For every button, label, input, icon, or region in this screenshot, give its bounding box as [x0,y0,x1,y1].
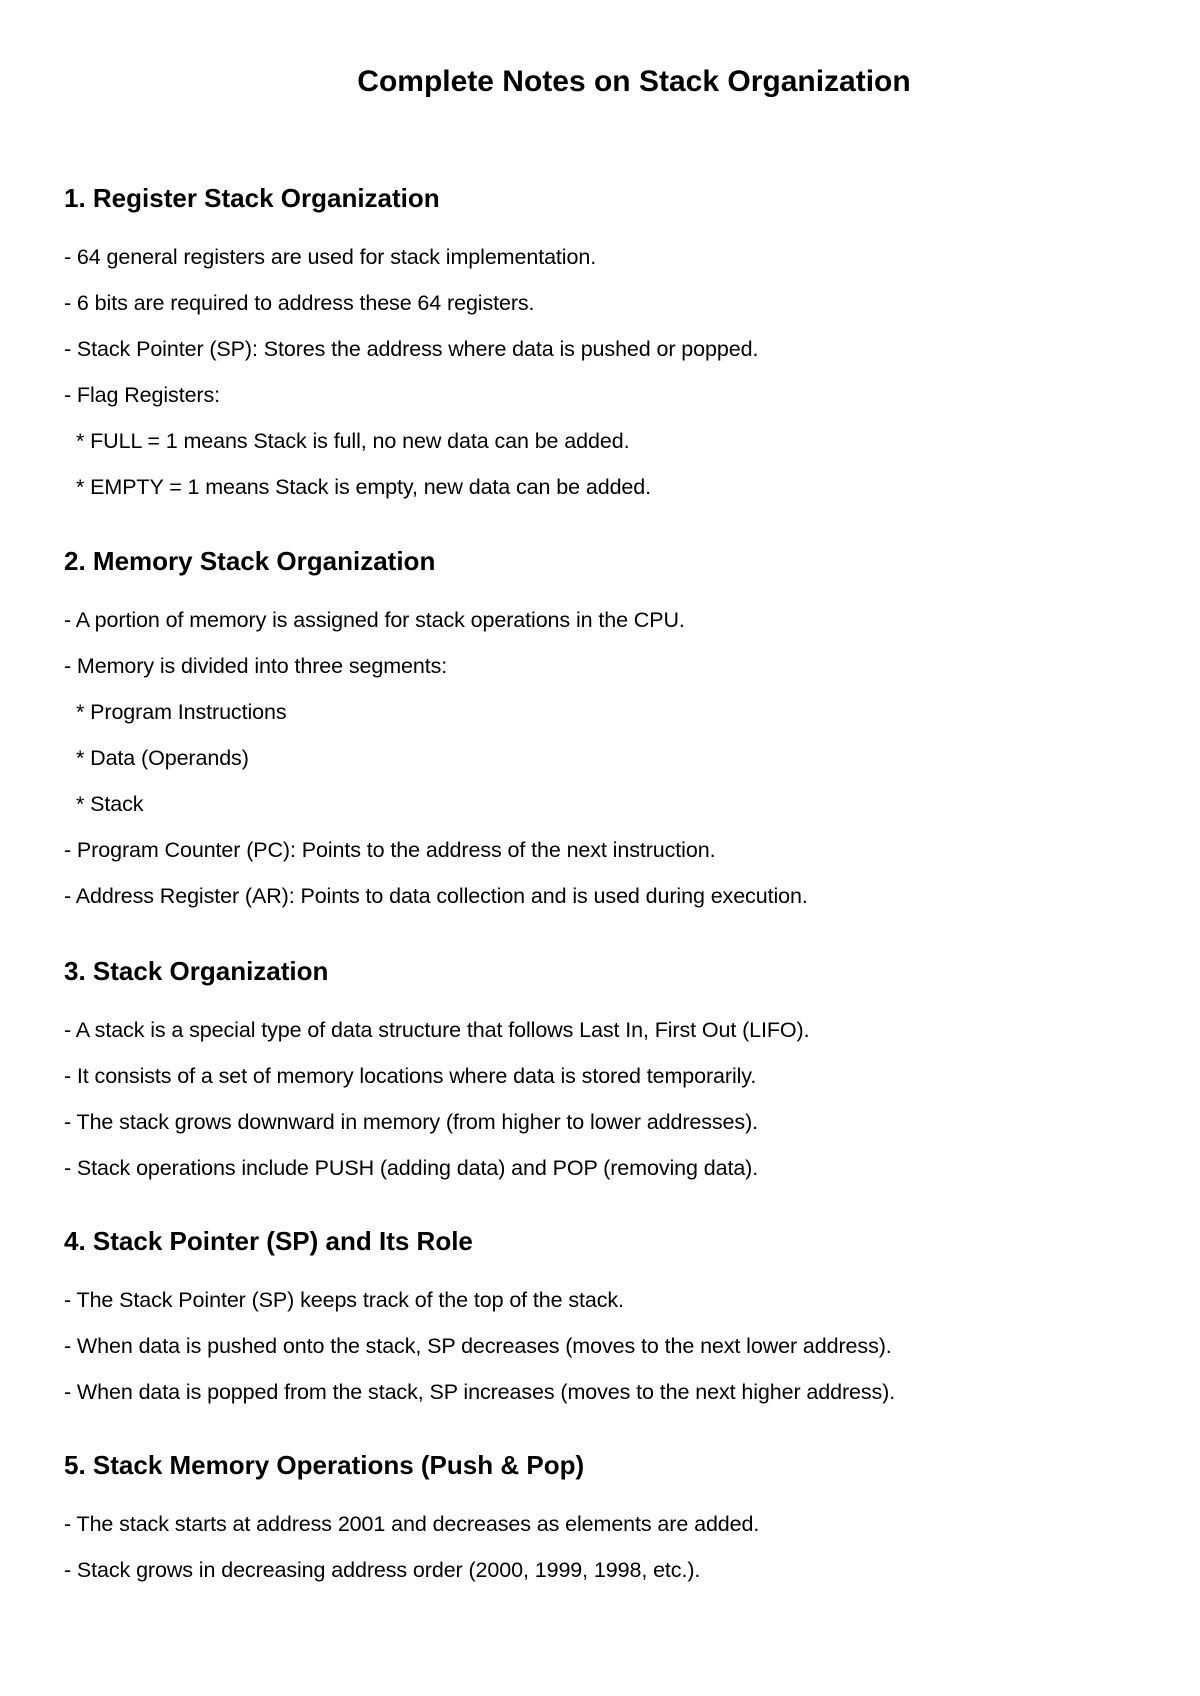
sub-bullet-line: * Stack [76,792,144,816]
text-line: - When data is pushed onto the stack, SP decreases (moves to the next lower address). [64,1334,892,1358]
sub-bullet-line: * Data (Operands) [76,746,249,770]
text-line: - Address Register (AR): Points to data collection and is used during execution. [64,884,808,908]
section-push-pop [64,1449,1164,1593]
text-line: - It consists of a set of memory locations where data is stored temporarily. [64,1064,757,1088]
section-heading: 4. Stack Pointer (SP) and Its Role [64,1226,473,1256]
section-heading: 5. Stack Memory Operations (Push & Pop) [64,1450,585,1480]
text-line: - 64 general registers are used for stack implementation. [64,245,597,269]
text-line: - When data is popped from the stack, SP increases (moves to the next higher address). [64,1380,896,1404]
text-line: - The Stack Pointer (SP) keeps track of the top of the stack. [64,1288,624,1312]
text-line: - Program Counter (PC): Points to the address of the next instruction. [64,838,716,862]
sub-bullet-line: * EMPTY = 1 means Stack is empty, new data can be added. [76,475,652,499]
document-title: Complete Notes on Stack Organization [357,65,911,98]
sub-bullet-line: * Program Instructions [76,700,287,724]
section-lines [64,1007,1164,1191]
section-stack-organization [64,955,1164,1191]
section-lines [64,1277,1164,1415]
section-lines [64,234,1164,510]
section-heading: 3. Stack Organization [64,956,329,986]
text-line: - A stack is a special type of data structure that follows Last In, First Out (LIFO). [64,1018,810,1042]
section-lines [64,1501,1164,1593]
text-line: - Stack operations include PUSH (adding data) and POP (removing data). [64,1156,759,1180]
text-line: - The stack grows downward in memory (from higher to lower addresses). [64,1110,758,1134]
section-heading: 1. Register Stack Organization [64,183,440,213]
text-line: - A portion of memory is assigned for stack operations in the CPU. [64,608,685,632]
text-line: - The stack starts at address 2001 and decreases as elements are added. [64,1512,760,1536]
section-heading: 2. Memory Stack Organization [64,546,436,576]
text-line: - Memory is divided into three segments: [64,654,448,678]
text-line: - Flag Registers: [64,383,221,407]
text-line: - 6 bits are required to address these 64 registers. [64,291,535,315]
section-lines [64,597,1164,919]
section-register-stack [64,182,1164,510]
sub-bullet-line: * FULL = 1 means Stack is full, no new data can be added. [76,429,630,453]
text-line: - Stack Pointer (SP): Stores the address where data is pushed or popped. [64,337,759,361]
section-stack-pointer [64,1225,1164,1415]
text-line: - Stack grows in decreasing address order (2000, 1999, 1998, etc.). [64,1558,701,1582]
section-memory-stack [64,545,1164,919]
